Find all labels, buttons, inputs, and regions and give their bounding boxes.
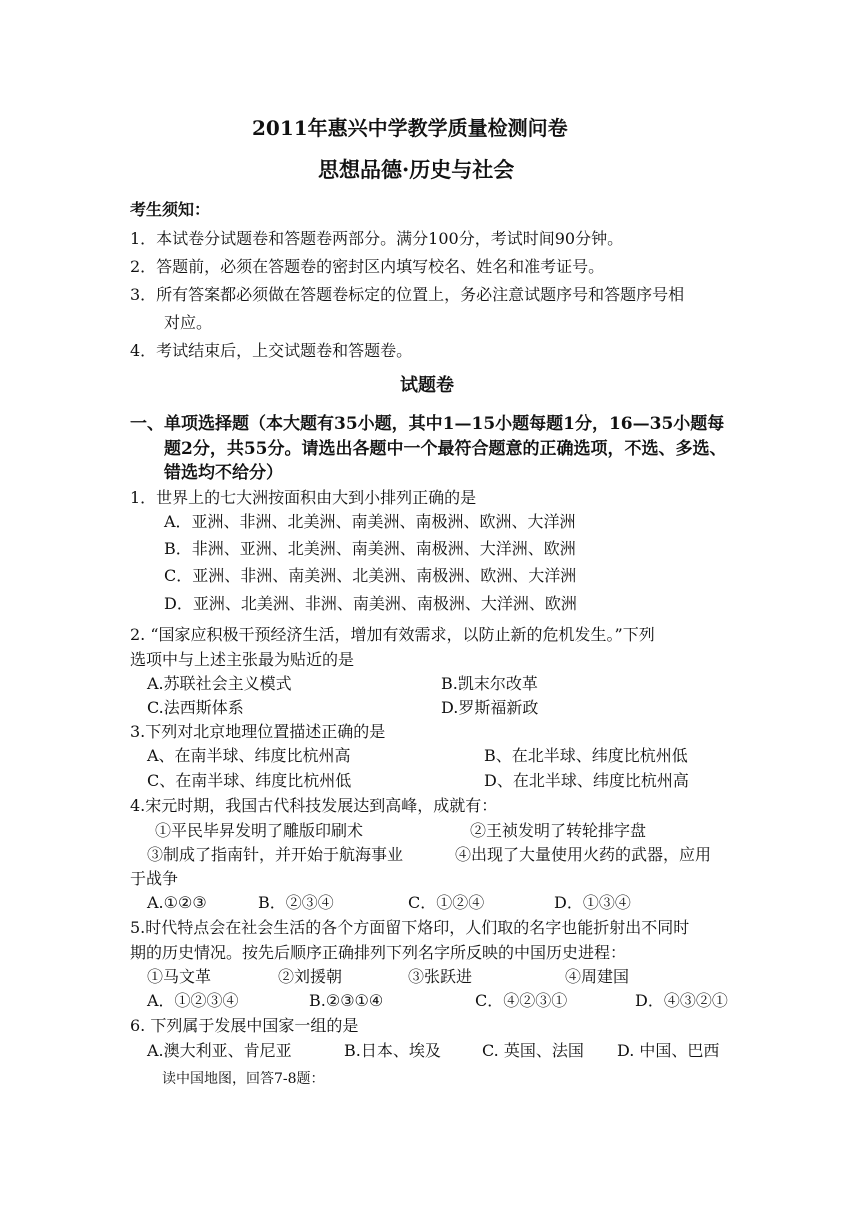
notice-item: 3．所有答案都必须做在答题卷标定的位置上，务必注意试题序号和答题序号相: [130, 285, 685, 304]
notice-item: 1．本试卷分试题卷和答题卷两部分。满分100分，考试时间90分钟。: [130, 229, 624, 248]
statement-item: ①平民毕昇发明了雕版印刷术: [155, 821, 364, 840]
statement-continuation: 于战争: [130, 869, 179, 888]
option-d: D、在北半球、纬度比杭州高: [484, 771, 689, 790]
notice-heading: 考生须知：: [130, 200, 211, 219]
question-stem: 5.时代特点会在社会生活的各个方面留下烙印，人们取的名字也能折射出不同时: [130, 918, 690, 937]
part-heading: 一、单项选择题（本大题有35小题，其中1—15小题每题1分，16—35小题每: [130, 414, 725, 434]
name-item: ①马文革: [147, 967, 212, 986]
option-d: D．①③④: [554, 893, 631, 912]
option-d: D．亚洲、北美洲、非洲、南美洲、南极洲、大洋洲、欧洲: [164, 594, 577, 613]
option-c: C．①②④: [408, 893, 485, 912]
section-title: 试题卷: [400, 375, 454, 396]
option-b: B．②③④: [258, 893, 334, 912]
option-d: D. 中国、巴西: [617, 1041, 720, 1060]
option-a: A．亚洲、非洲、北美洲、南美洲、南极洲、欧洲、大洋洲: [164, 512, 576, 531]
option-a: A．①②③④: [147, 991, 239, 1010]
option-a: A.①②③: [147, 893, 207, 912]
option-a: A、在南半球、纬度比杭州高: [147, 746, 351, 765]
statement-item: ②王祯发明了转轮排字盘: [470, 821, 647, 840]
statement-item: ③制成了指南针，并开始于航海事业: [147, 845, 404, 864]
question-stem: 选项中与上述主张最为贴近的是: [130, 650, 355, 669]
name-item: ②刘援朝: [278, 967, 343, 986]
part-heading: 错选均不给分）: [164, 463, 283, 483]
option-a: A.澳大利亚、肯尼亚: [147, 1041, 292, 1060]
option-c: C.法西斯体系: [147, 698, 244, 717]
option-c: C、在南半球、纬度比杭州低: [147, 771, 352, 790]
option-d: D．④③②①: [635, 991, 728, 1010]
option-c: C．亚洲、非洲、南美洲、北美洲、南极洲、欧洲、大洋洲: [164, 566, 577, 585]
map-note: 读中国地图，回答7-8题：: [162, 1071, 325, 1087]
question-stem: 4.宋元时期，我国古代科技发展达到高峰，成就有：: [130, 796, 498, 815]
notice-item: 4．考试结束后，上交试题卷和答题卷。: [130, 341, 413, 360]
option-b: B.②③①④: [309, 991, 384, 1010]
notice-item: 2．答题前，必须在答题卷的密封区内填写校名、姓名和准考证号。: [130, 257, 605, 276]
question-stem: 6. 下列属于发展中国家一组的是: [130, 1016, 359, 1035]
notice-item-continuation: 对应。: [164, 313, 213, 332]
name-item: ④周建国: [565, 967, 630, 986]
option-b: B．非洲、亚洲、北美洲、南美洲、南极洲、大洋洲、欧洲: [164, 539, 576, 558]
part-heading: 题2分，共55分。请选出各题中一个最符合题意的正确选项，不选、多选、: [164, 439, 727, 459]
option-a: A.苏联社会主义模式: [147, 674, 292, 693]
option-b: B.日本、埃及: [344, 1041, 441, 1060]
option-c: C. 英国、法国: [482, 1041, 584, 1060]
option-c: C．④②③①: [475, 991, 568, 1010]
option-b: B.凯末尔改革: [441, 674, 538, 693]
exam-title: 2011年惠兴中学教学质量检测问卷: [252, 116, 568, 140]
question-stem: 2. “国家应积极干预经济生活，增加有效需求，以防止新的危机发生。”下列: [130, 625, 655, 644]
option-d: D.罗斯福新政: [441, 698, 539, 717]
statement-item: ④出现了大量使用火药的武器，应用: [455, 845, 712, 864]
question-stem: 期的历史情况。按先后顺序正确排列下列名字所反映的中国历史进程：: [130, 943, 627, 962]
name-item: ③张跃进: [408, 967, 473, 986]
option-b: B、在北半球、纬度比杭州低: [484, 746, 688, 765]
question-stem: 3.下列对北京地理位置描述正确的是: [130, 722, 386, 741]
question-stem: 1．世界上的七大洲按面积由大到小排列正确的是: [130, 488, 477, 507]
subject-title: 思想品德·历史与社会: [318, 157, 515, 182]
